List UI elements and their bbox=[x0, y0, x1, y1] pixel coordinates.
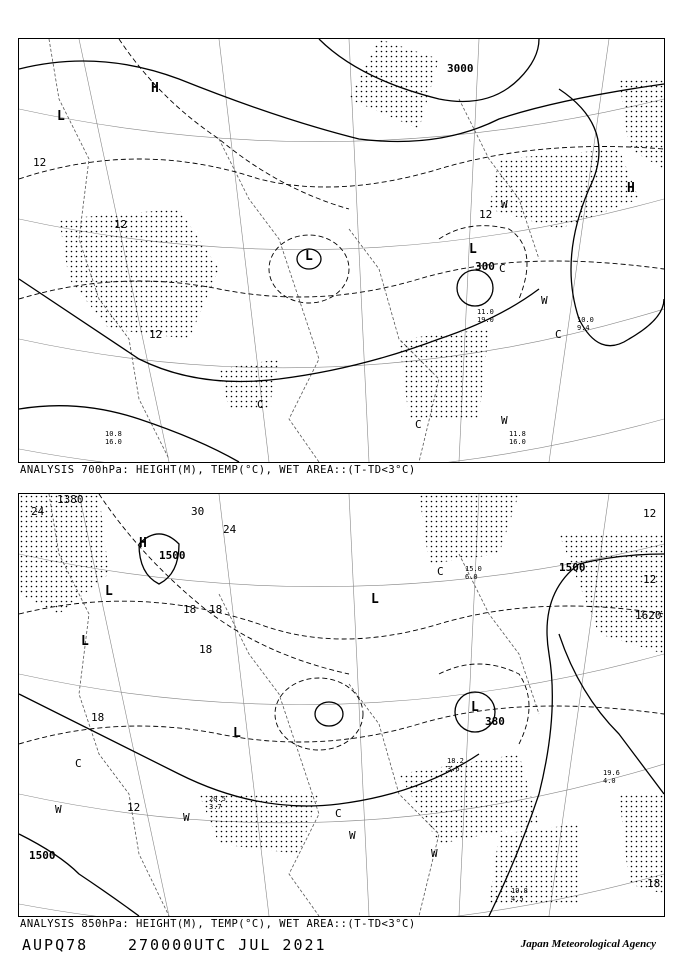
station-dewpoint: 19.0 bbox=[477, 316, 494, 324]
cold-marker: C bbox=[555, 328, 562, 341]
warm-marker: W bbox=[55, 803, 62, 816]
map-700hpa-graphics bbox=[19, 39, 664, 462]
cold-marker: C bbox=[257, 398, 264, 411]
contour-label: 1500 bbox=[159, 549, 186, 562]
station-dewpoint: 4.5 bbox=[511, 895, 524, 903]
warm-marker: W bbox=[501, 414, 508, 427]
contour-label: 18 bbox=[209, 603, 223, 616]
cold-marker: C bbox=[499, 262, 506, 275]
contour-label: 12 bbox=[643, 507, 657, 520]
contour-label: 3000 bbox=[447, 62, 474, 75]
contour-label: 1500 bbox=[559, 561, 586, 574]
station-temp: 11.8 bbox=[509, 430, 526, 438]
contour-label: 380 bbox=[485, 715, 505, 728]
low-pressure-marker: L bbox=[233, 726, 241, 741]
warm-marker: W bbox=[183, 811, 190, 824]
contour-label: 18 bbox=[199, 643, 213, 656]
wet-areas bbox=[59, 39, 664, 419]
station-dewpoint: 4.0 bbox=[603, 777, 616, 785]
contour-label: 1620 bbox=[635, 609, 662, 622]
contour-label: 300 bbox=[475, 260, 495, 273]
contour-label: 18 bbox=[647, 877, 661, 890]
cold-marker: C bbox=[415, 418, 422, 431]
station-temp: 20.5 bbox=[209, 795, 226, 803]
high-pressure-marker: H bbox=[627, 181, 635, 196]
station-dewpoint: 3.7 bbox=[209, 803, 222, 811]
contour-label: 12 bbox=[33, 156, 47, 169]
map-700hpa-caption: ANALYSIS 700hPa: HEIGHT(M), TEMP(°C), WET AREA::(T-TD<3°C) bbox=[20, 464, 416, 476]
low-pressure-marker: L bbox=[105, 584, 113, 599]
agency-credit: Japan Meteorological Agency bbox=[520, 938, 656, 950]
isotherms bbox=[19, 494, 664, 750]
high-pressure-marker: H bbox=[151, 81, 159, 96]
cold-marker: C bbox=[437, 565, 444, 578]
low-pressure-marker: L bbox=[305, 249, 313, 264]
map-850hpa-caption: ANALYSIS 850hPa: HEIGHT(M), TEMP(°C), WET AREA::(T-TD<3°C) bbox=[20, 918, 416, 930]
low-pressure-marker: L bbox=[57, 109, 65, 124]
station-temp: 10.0 bbox=[577, 316, 594, 324]
low-pressure-marker: L bbox=[371, 592, 379, 607]
cold-marker: C bbox=[75, 757, 82, 770]
warm-marker: W bbox=[541, 294, 548, 307]
valid-time: 270000UTC JUL 2021 bbox=[128, 936, 327, 954]
contour-label: 12 bbox=[149, 328, 163, 341]
low-pressure-marker: L bbox=[469, 242, 477, 257]
warm-marker: W bbox=[431, 847, 438, 860]
map-850hpa-graphics bbox=[19, 494, 664, 916]
station-temp: 11.0 bbox=[477, 308, 494, 316]
station-dewpoint: 16.0 bbox=[509, 438, 526, 446]
map-850hpa bbox=[18, 493, 665, 917]
station-dewpoint: 16.0 bbox=[105, 438, 122, 446]
contour-label: 24 bbox=[31, 505, 45, 518]
contour-label: 30 bbox=[191, 505, 205, 518]
map-700hpa bbox=[18, 38, 665, 463]
wet-areas bbox=[19, 494, 664, 904]
low-pressure-marker: L bbox=[81, 634, 89, 649]
station-temp: 18.2 bbox=[447, 757, 464, 765]
contour-label: 18 bbox=[183, 603, 197, 616]
station-dewpoint: 3.6 bbox=[447, 765, 460, 773]
station-temp: 10.8 bbox=[105, 430, 122, 438]
contour-label: 12 bbox=[127, 801, 141, 814]
contour-label: 12 bbox=[643, 573, 657, 586]
cold-marker: C bbox=[335, 807, 342, 820]
contour-label: 24 bbox=[223, 523, 237, 536]
station-dewpoint: 6.0 bbox=[465, 573, 478, 581]
contour-label: 12 bbox=[479, 208, 493, 221]
warm-marker: W bbox=[349, 829, 356, 842]
high-pressure-marker: H bbox=[139, 536, 147, 551]
station-dewpoint: 9.4 bbox=[577, 324, 590, 332]
station-temp: 19.6 bbox=[603, 769, 620, 777]
contour-label: 12 bbox=[114, 218, 128, 231]
warm-marker: W bbox=[501, 198, 508, 211]
contour-label: 1380 bbox=[57, 493, 84, 506]
contour-label: 1500 bbox=[29, 849, 56, 862]
station-temp: 15.0 bbox=[465, 565, 482, 573]
low-pressure-marker: L bbox=[471, 700, 479, 715]
station-temp: 19.8 bbox=[511, 887, 528, 895]
contour-label: 18 bbox=[91, 711, 105, 724]
chart-code: AUPQ78 bbox=[22, 936, 89, 954]
